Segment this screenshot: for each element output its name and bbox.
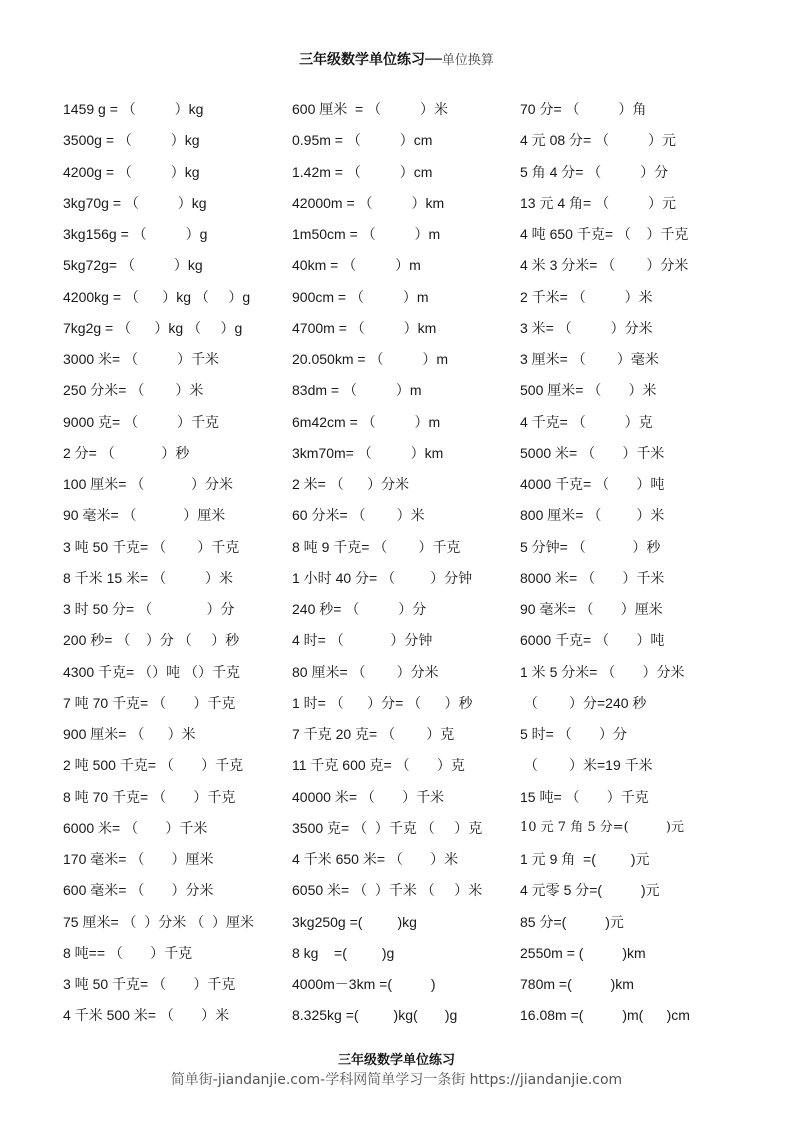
exercise-item: 90 毫米= （ ）厘米 (520, 601, 663, 617)
exercise-item: 1 元 9 角 =( )元 (520, 851, 650, 867)
exercise-item: 4 千克= （ ）克 (520, 413, 653, 430)
exercise-item: 3 米= （ ）分米 (520, 319, 653, 336)
exercise-item: 8 吨== （ ）千克 (63, 944, 193, 961)
exercise-item: 5 时= （ ）分 (520, 726, 627, 742)
title-main: 三年级数学单位练习 (299, 52, 426, 68)
exercise-item: 6m42cm = （ ）m (292, 413, 441, 430)
exercise-item: 6050 米= （ ）千米 （ ）米 (292, 882, 483, 899)
exercise-item: 1.42m = （ ）cm (292, 163, 433, 180)
exercise-item: 5 角 4 分= （ ）分 (520, 163, 669, 180)
exercise-item: 7 吨 70 千克= （ ）千克 (63, 694, 236, 711)
exercise-item: 3 吨 50 千克= （ ）千克 (63, 538, 240, 555)
exercise-item: 780m =( )km (520, 976, 634, 992)
exercise-item: 4200g = （ ）kg (63, 163, 200, 180)
exercise-item: 80 厘米= （ ）分米 (292, 663, 439, 680)
exercise-item: 4 吨 650 千克= （ ）千克 (520, 226, 689, 242)
exercise-item: 240 秒= （ ）分 (292, 601, 427, 617)
exercise-item: 20.050km = （ ）m (292, 351, 448, 367)
exercise-item: 3500 克= （ ）千克 （ ）克 (292, 819, 483, 836)
exercise-column-left (63, 98, 292, 1036)
exercise-item: 5kg72g= （ ）kg (63, 257, 203, 274)
exercise-item: 3kg250g =( )kg (292, 913, 417, 930)
exercise-item: 7 千克 20 克= （ ）克 (292, 726, 455, 742)
exercise-item: 3500g = （ ）kg (63, 132, 200, 149)
exercise-item: 600 厘米 = （ ）米 (292, 101, 448, 117)
exercise-item: 85 分=( )元 (520, 913, 624, 930)
exercise-item: 83dm = （ ）m (292, 382, 422, 399)
exercise-item: 250 分米= （ ）米 (63, 382, 204, 399)
exercise-item: 13 元 4 角= （ ）元 (520, 194, 676, 211)
exercise-item: 1 米 5 分米= （ ）分米 (520, 663, 685, 680)
exercise-item: 500 厘米= （ ）米 (520, 382, 657, 399)
page-footer (0, 1052, 793, 1090)
exercise-item: 4700m = （ ）km (292, 319, 437, 336)
exercise-item: 0.95m = （ ）cm (292, 132, 433, 149)
exercise-item: 90 毫米= （ ）厘米 (63, 507, 226, 524)
exercise-item: 6000 千克= （ ）吨 (520, 632, 665, 649)
exercise-item: 8 kg =( )g (292, 944, 395, 961)
exercise-item: 3km70m= （ ）km (292, 444, 444, 461)
exercise-item: 8.325kg =( )kg( )g (292, 1007, 458, 1024)
title-dash: ── (425, 52, 442, 68)
exercise-item: 800 厘米= （ ）米 (520, 507, 665, 524)
exercise-item: 4000m－3km =( ) (292, 976, 436, 992)
exercise-item: 4300 千克= （）吨 （）千克 (63, 663, 240, 680)
exercise-item: 16.08m =( )m( )cm (520, 1007, 690, 1024)
exercise-item: 60 分米= （ ）米 (292, 507, 425, 524)
exercise-item: 4 千米 650 米= （ ）米 (292, 851, 459, 867)
exercise-item: 11 千克 600 克= （ ）克 (292, 757, 465, 774)
footer-title: 三年级数学单位练习 (337, 1053, 455, 1068)
exercise-item: 5 分钟= （ ）秒 (520, 538, 661, 555)
exercise-item: 4 千米 500 米= （ ）米 (63, 1007, 230, 1024)
exercise-item: 900cm = （ ）m (292, 288, 429, 305)
exercise-item: 3kg70g = （ ）kg (63, 194, 207, 211)
exercise-item: 2 米= （ ）分米 (292, 476, 410, 492)
exercise-item: 9000 克= （ ）千克 (63, 413, 219, 430)
exercise-item: 6000 米= （ ）千米 (63, 819, 208, 836)
exercise-item: 1 时= （ ）分= （ ）秒 (292, 694, 473, 711)
exercise-item: 10 元 7 角 5 分=( )元 (520, 819, 684, 835)
exercise-item: 1459 g = （ ）kg (63, 101, 204, 117)
exercise-item: 8 吨 70 千克= （ ）千克 (63, 788, 236, 805)
exercise-item: 900 厘米= （ ）米 (63, 726, 196, 742)
page-title (0, 49, 793, 71)
exercise-item: 3 吨 50 千克= （ ）千克 (63, 976, 236, 992)
exercise-item: 4 元 08 分= （ ）元 (520, 132, 676, 149)
exercise-item: 70 分= （ ）角 (520, 101, 647, 117)
exercise-item: 4 元零 5 分=( )元 (520, 882, 660, 899)
exercise-item: 1 小时 40 分= （ ）分钟 (292, 569, 473, 586)
exercise-item: 1m50cm = （ ）m (292, 226, 441, 242)
exercise-item: 3 厘米= （ ）毫米 (520, 351, 659, 367)
exercise-item: 200 秒= （ ）分 （ ）秒 (63, 632, 240, 649)
exercise-item: 75 厘米= （ ）分米 （ ）厘米 (63, 913, 254, 930)
exercise-item: 2 分= （ ）秒 (63, 444, 190, 461)
exercise-item: 2 千米= （ ）米 (520, 288, 653, 305)
exercise-item: 4200kg = （ ）kg （ ）g (63, 288, 251, 305)
exercise-item: 7kg2g = （ ）kg （ ）g (63, 319, 243, 336)
exercise-item: 42000m = （ ）km (292, 194, 445, 211)
exercise-item: 2 吨 500 千克= （ ）千克 (63, 757, 244, 774)
exercise-item: 4 时= （ ）分钟 (292, 632, 433, 649)
exercise-item: 3000 米= （ ）千米 (63, 351, 219, 367)
exercise-item: 2550m = ( )km (520, 944, 646, 961)
exercise-item: 40km = （ ）m (292, 257, 421, 274)
exercise-item: （ ）分=240 秒 (520, 694, 647, 711)
exercise-column-right (520, 98, 743, 1036)
exercise-item: 3kg156g = （ ）g (63, 226, 208, 242)
exercise-item: 100 厘米= （ ）分米 (63, 476, 233, 492)
exercise-item: 8 千米 15 米= （ ）米 (63, 569, 233, 586)
exercise-column-middle (292, 98, 520, 1036)
exercise-item: 15 吨= （ ）千克 (520, 788, 649, 805)
exercise-item: 4 米 3 分米= （ ）分米 (520, 257, 689, 274)
title-subtitle: 单位换算 (441, 53, 494, 68)
exercise-item: 3 时 50 分= （ ）分 (63, 601, 235, 617)
exercise-grid (63, 98, 743, 1036)
exercise-item: 600 毫米= （ ）分米 (63, 882, 214, 899)
exercise-item: 4000 千克= （ ）吨 (520, 476, 665, 492)
exercise-item: 40000 米= （ ）千米 (292, 788, 445, 805)
exercise-item: 5000 米= （ ）千米 (520, 444, 665, 461)
exercise-item: 170 毫米= （ ）厘米 (63, 851, 214, 867)
footer-watermark-link[interactable]: 简单街-jiandanjie.com-学科网简单学习一条街 https://jiandanjie.com (170, 1072, 623, 1088)
exercise-item: 8000 米= （ ）千米 (520, 569, 665, 586)
exercise-item: 8 吨 9 千克= （ ）千克 (292, 538, 461, 555)
exercise-item: （ ）米=19 千米 (520, 757, 653, 774)
